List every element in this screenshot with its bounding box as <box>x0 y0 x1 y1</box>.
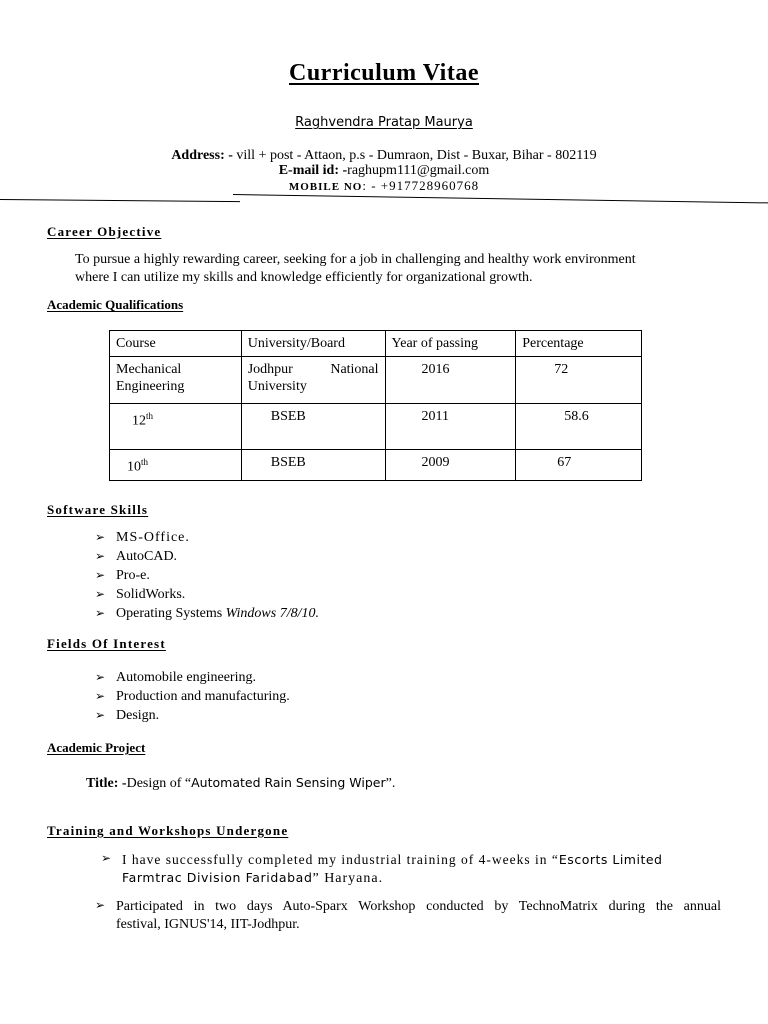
arrowhead-bullet-icon: ➢ <box>95 606 106 620</box>
course-line1: Mechanical <box>116 362 182 377</box>
career-objective-line1: To pursue a highly rewarding career, seeking for a job in challenging and healthy work environment <box>75 252 636 267</box>
list-item: ➢ Design. <box>95 708 160 723</box>
cell-year: 2009 <box>385 450 516 481</box>
software-skills-list <box>95 528 319 623</box>
list-item: ➢ Pro-e. <box>95 568 150 583</box>
cell-board: BSEB <box>241 404 385 450</box>
training-item1-prefix: I have successfully completed my industrial training of 4-weeks in “ <box>122 852 559 867</box>
training-item2-line2: festival, IGNUS'14, IIT-Jodhpur. <box>116 917 300 932</box>
cell-board <box>241 357 385 404</box>
os-label: Operating Systems <box>116 606 226 621</box>
list-item: ➢ Automobile engineering. <box>95 670 256 685</box>
training-item1-line2-rest: ” Haryana. <box>312 871 384 886</box>
cell-percentage: 72 <box>516 357 642 404</box>
email-value: raghupm111@gmail.com <box>347 163 490 178</box>
qualifications-table <box>109 330 642 481</box>
arrowhead-bullet-icon: ➢ <box>95 568 106 582</box>
board-word2: National <box>330 362 379 377</box>
list-item: ➢ MS-Office. <box>95 530 190 545</box>
project-title-value: Automated Rain Sensing Wiper <box>191 775 386 790</box>
email-label: E-mail id: - <box>278 163 348 178</box>
fields-of-interest-list <box>95 668 290 725</box>
arrowhead-bullet-icon: ➢ <box>95 898 106 912</box>
academic-qualifications-heading: Academic Qualifications <box>47 297 184 312</box>
list-item: ➢ SolidWorks. <box>95 587 186 602</box>
header-divider-right <box>233 194 768 203</box>
career-objective-line2: where I can utilize my skills and knowledge efficiently for organizational growth. <box>75 270 533 285</box>
arrowhead-bullet-icon: ➢ <box>95 549 106 563</box>
address-line <box>0 148 768 164</box>
project-title-suffix: ”. <box>385 776 396 791</box>
project-title-line <box>86 774 395 793</box>
column-header-board: University/Board <box>241 331 385 357</box>
list-item: ➢ AutoCAD. <box>95 549 178 564</box>
cell-course <box>110 450 242 481</box>
course-number: 12 <box>132 413 146 429</box>
address-value: vill + post - Attaon, p.s - Dumraon, Dist - Buxar, Bihar - 802119 <box>232 148 597 163</box>
cell-year: 2016 <box>385 357 516 404</box>
column-header-course: Course <box>110 331 242 357</box>
board-line2: University <box>247 379 307 394</box>
cell-course <box>110 357 242 404</box>
document-title: Curriculum Vitae <box>289 60 479 86</box>
course-number: 10 <box>127 459 141 475</box>
training-item1-line2 <box>122 869 383 888</box>
arrowhead-bullet-icon: ➢ <box>101 851 112 865</box>
list-item: ➢ Production and manufacturing. <box>95 689 290 704</box>
table-row <box>110 450 642 481</box>
cell-percentage: 58.6 <box>516 404 642 450</box>
column-header-year: Year of passing <box>385 331 516 357</box>
arrowhead-bullet-icon: ➢ <box>95 670 106 684</box>
mobile-label: MOBILE NO <box>288 181 363 193</box>
table-row <box>110 404 642 450</box>
board-line1 <box>248 361 379 378</box>
address-label: Address: - <box>171 148 233 163</box>
course-line2: Engineering <box>116 379 185 394</box>
table-row <box>110 357 642 404</box>
software-skills-heading: Software Skills <box>47 502 149 517</box>
arrowhead-bullet-icon: ➢ <box>95 587 106 601</box>
project-title-prefix: Design of “ <box>126 776 192 791</box>
board-word1: Jodhpur <box>247 362 293 377</box>
training-item1-company: Escorts Limited <box>558 852 663 867</box>
os-value: Windows 7/8/10. <box>225 606 320 621</box>
list-item <box>95 604 319 623</box>
cell-percentage: 67 <box>516 450 642 481</box>
arrowhead-bullet-icon: ➢ <box>95 530 106 544</box>
training-heading: Training and Workshops Undergone <box>47 823 289 838</box>
course-ordinal: th <box>146 411 154 421</box>
table-header-row <box>110 331 642 357</box>
career-objective-heading: Career Objective <box>47 224 162 239</box>
column-header-percentage: Percentage <box>516 331 642 357</box>
course-ordinal: th <box>141 457 149 467</box>
mobile-line <box>0 178 768 194</box>
mobile-value: : - +917728960768 <box>362 178 480 193</box>
arrowhead-bullet-icon: ➢ <box>95 689 106 703</box>
header-divider-left <box>0 199 240 202</box>
project-title-label: Title: - <box>86 776 127 791</box>
arrowhead-bullet-icon: ➢ <box>95 708 106 722</box>
fields-of-interest-heading: Fields Of Interest <box>47 636 166 651</box>
training-item1-line1 <box>122 851 662 869</box>
academic-project-heading: Academic Project <box>47 740 146 755</box>
candidate-name: Raghvendra Pratap Maurya <box>295 115 473 130</box>
training-item1-line2-company: Farmtrac Division Faridabad <box>122 870 313 885</box>
cell-course <box>110 404 242 450</box>
cell-board: BSEB <box>241 450 385 481</box>
email-line <box>0 163 768 179</box>
training-item2-line1: Participated in two days Auto-Sparx Workshop conducted by TechnoMatrix during the annual <box>116 899 721 914</box>
cell-year: 2011 <box>385 404 516 450</box>
